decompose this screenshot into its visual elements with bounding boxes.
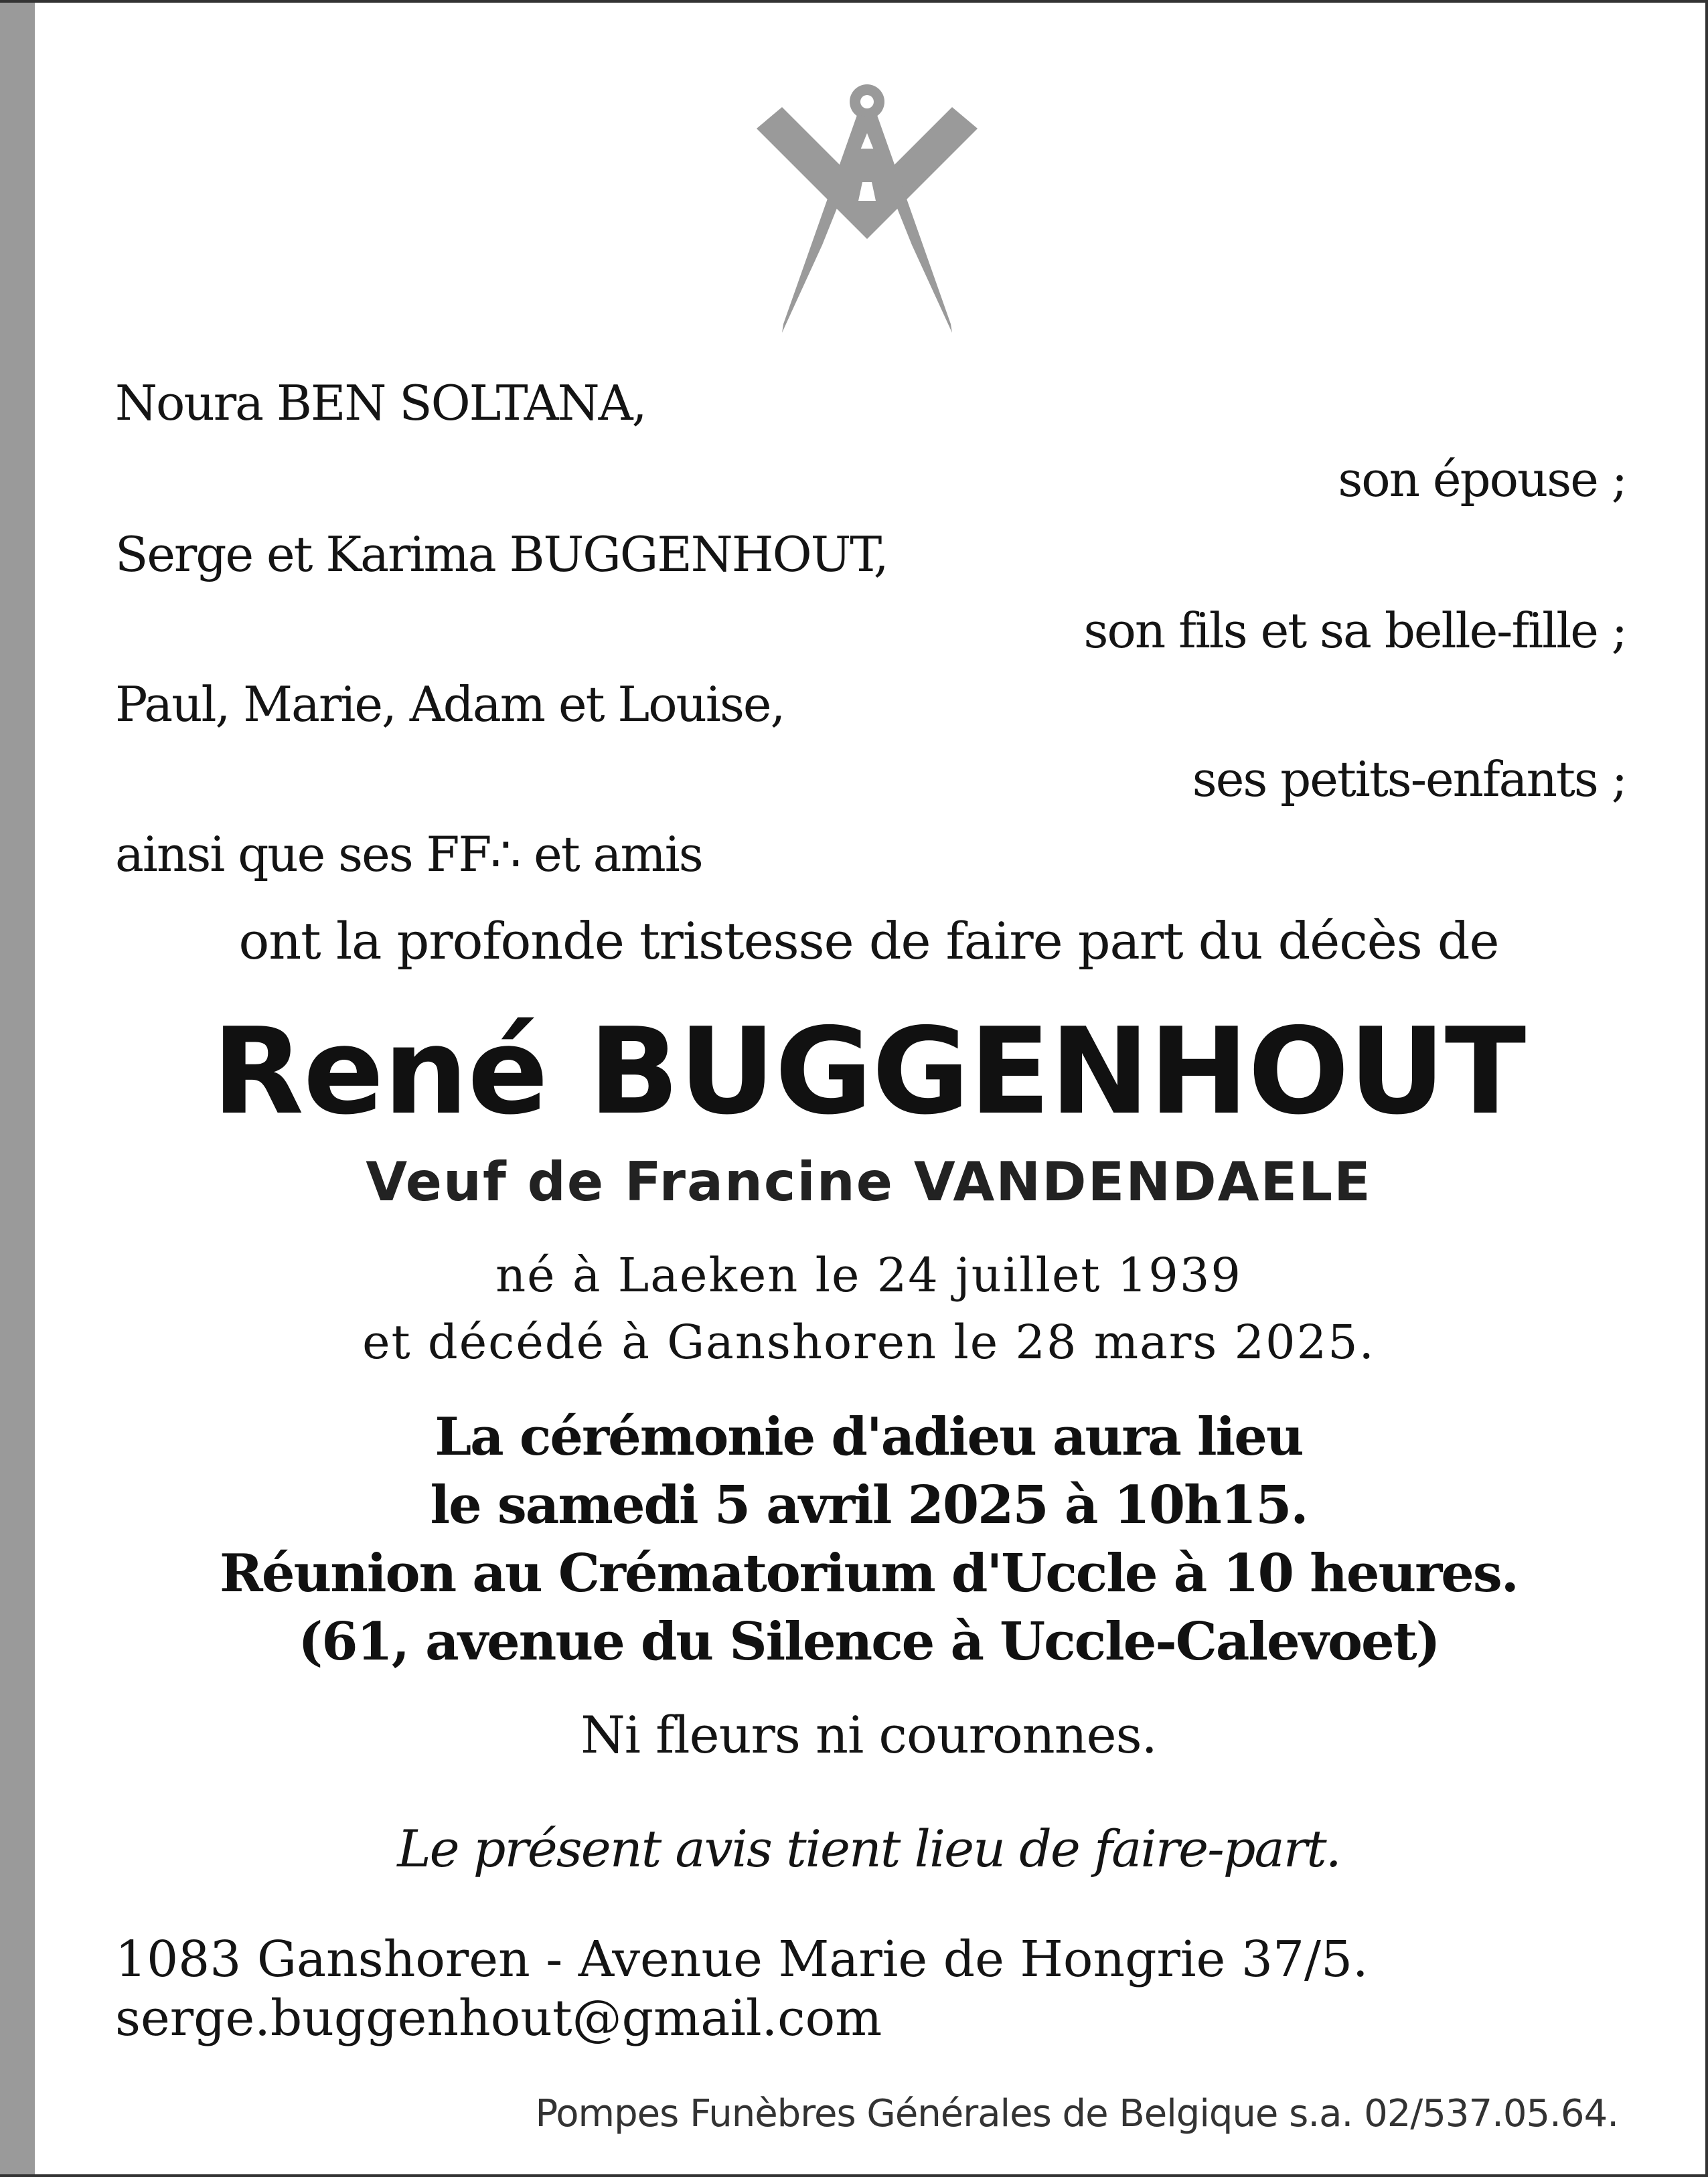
funeral-home-line: Pompes Funèbres Générales de Belgique s.a. 02/537.05.64. [535,2092,1618,2135]
family-relation-son: son fils et sa belle-fille ; [1083,602,1626,659]
ceremony-line-1: La cérémonie d'adieu aura lieu [435,1406,1303,1467]
notice-line: Le présent avis tient lieu de faire-part. [397,1819,1340,1878]
family-name-grandchildren: Paul, Marie, Adam et Louise, [115,676,785,732]
family-name-son: Serge et Karima BUGGENHOUT, [115,526,888,582]
death-line: et décédé à Ganshoren le 28 mars 2025. [362,1315,1375,1370]
announcement-intro: ont la profonde tristesse de faire part du décès de [238,911,1499,971]
family-relation-spouse: son épouse ; [1338,451,1626,507]
no-flowers-line: Ni fleurs ni couronnes. [580,1705,1157,1765]
ceremony-line-3: Réunion au Crématorium d'Uccle à 10 heures. [220,1543,1518,1604]
widow-of-line: Veuf de Francine VANDENDAELE [366,1151,1372,1213]
deceased-name: René BUGGENHOUT [212,1002,1526,1141]
family-relation-grandchildren: ses petits-enfants ; [1192,751,1626,807]
square-and-compasses-icon [757,82,978,333]
contact-email: serge.buggenhout@gmail.com [115,1990,882,2047]
left-margin-bar [0,3,35,2174]
ceremony-line-2: le samedi 5 avril 2025 à 10h15. [430,1475,1308,1536]
birth-line: né à Laeken le 24 juillet 1939 [495,1248,1242,1303]
family-name-spouse: Noura BEN SOLTANA, [115,375,646,431]
contact-address: 1083 Ganshoren - Avenue Marie de Hongrie 37/5. [115,1931,1369,1988]
family-name-friends: ainsi que ses FF∴ et amis [115,826,702,882]
ceremony-line-4: (61, avenue du Silence à Uccle-Calevoet) [298,1611,1440,1672]
